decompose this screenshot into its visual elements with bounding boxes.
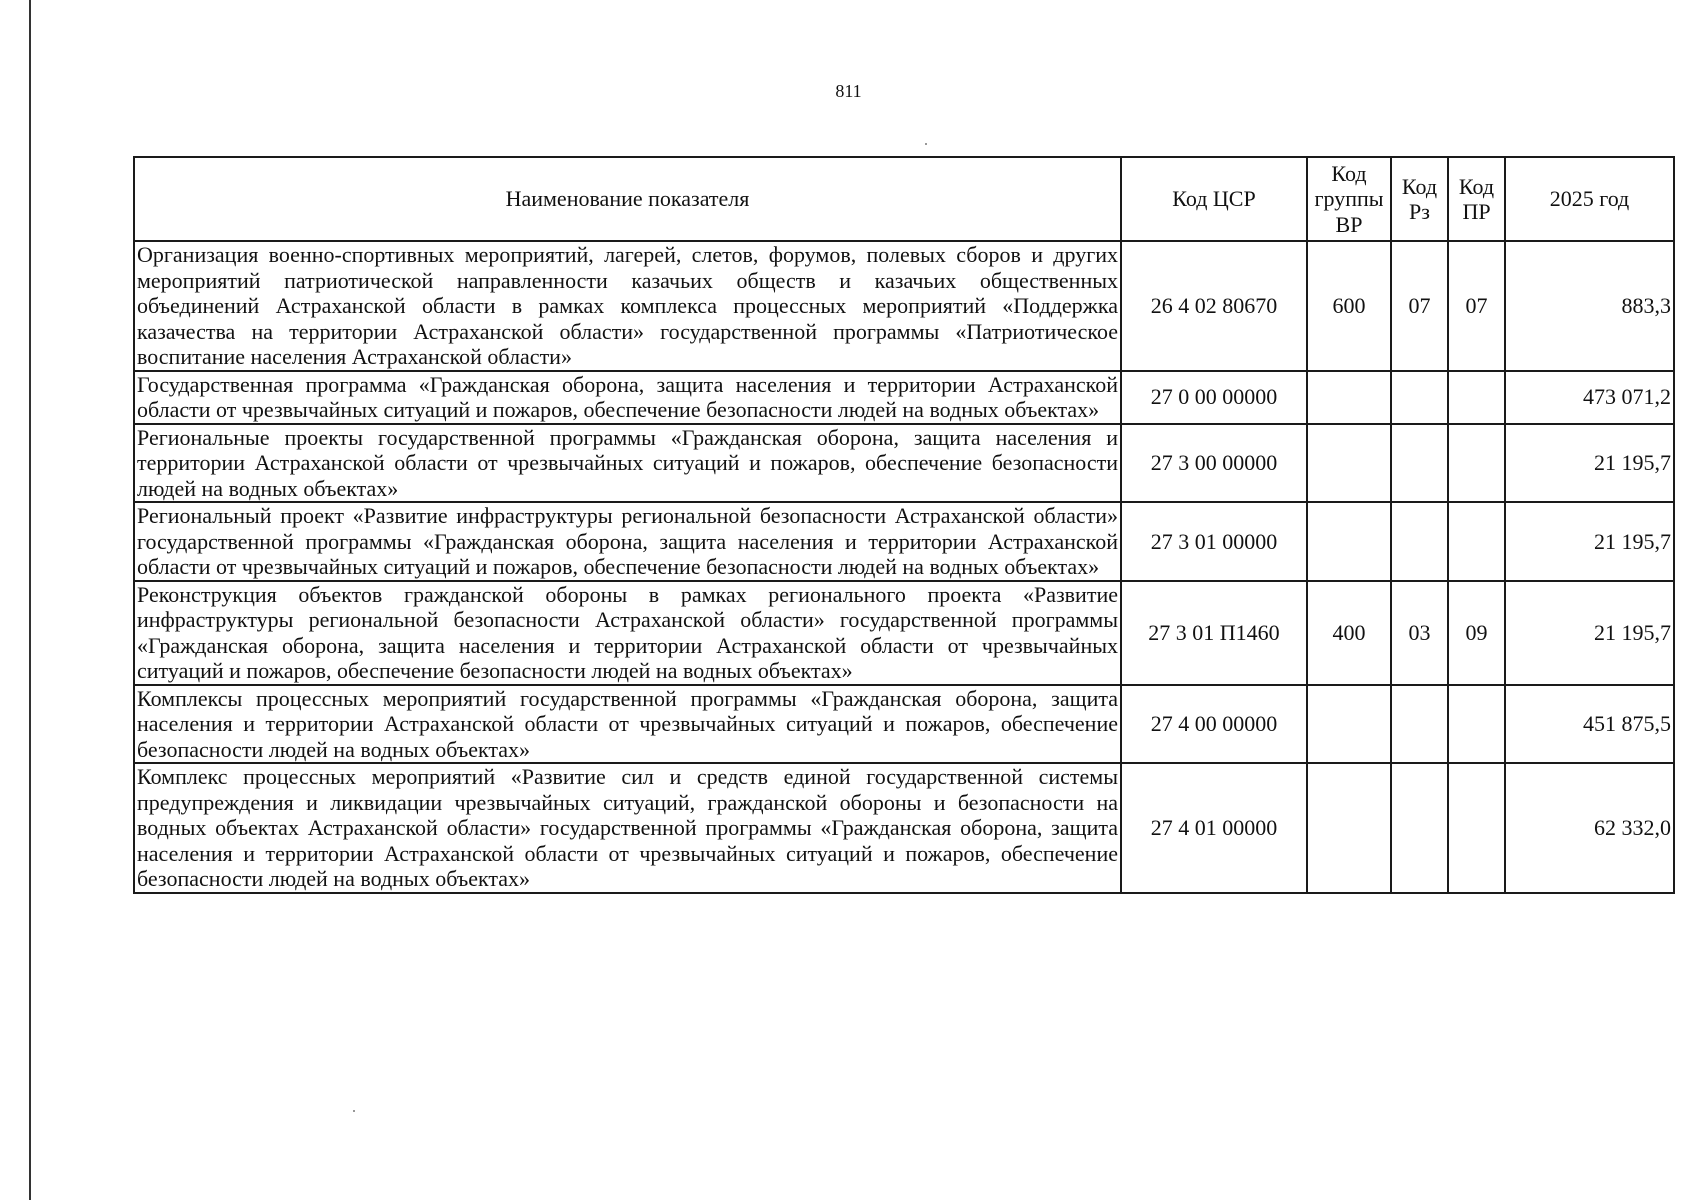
row-vr-code bbox=[1307, 502, 1391, 581]
scan-speck bbox=[925, 143, 927, 145]
table-row bbox=[134, 241, 1674, 371]
row-csr-code: 27 3 01 00000 bbox=[1121, 502, 1307, 581]
binding-margin-line bbox=[29, 0, 31, 1200]
table-row bbox=[134, 763, 1674, 893]
row-csr-code: 27 4 00 00000 bbox=[1121, 685, 1307, 764]
row-pr-code bbox=[1448, 502, 1505, 581]
row-vr-code bbox=[1307, 424, 1391, 503]
row-rz-code bbox=[1391, 685, 1448, 764]
row-rz-code bbox=[1391, 424, 1448, 503]
row-pr-code bbox=[1448, 763, 1505, 893]
row-value: 62 332,0 bbox=[1505, 763, 1674, 893]
row-name: Комплексы процессных мероприятий государственной программы «Гражданская оборона, защита населения и территории Астраханской области от чрезвычайных ситуаций и пожаров, обеспечение безопасности людей на водных объектах» bbox=[134, 685, 1121, 764]
row-vr-code: 600 bbox=[1307, 241, 1391, 371]
row-csr-code: 27 4 01 00000 bbox=[1121, 763, 1307, 893]
row-vr-code: 400 bbox=[1307, 581, 1391, 685]
row-vr-code bbox=[1307, 763, 1391, 893]
row-pr-code bbox=[1448, 424, 1505, 503]
header-pr-code: Код ПР bbox=[1448, 157, 1505, 241]
row-name: Государственная программа «Гражданская оборона, защита населения и территории Астраханской области от чрезвычайных ситуаций и пожаров, обеспечение безопасности людей на водных объектах» bbox=[134, 371, 1121, 424]
row-name: Региональные проекты государственной программы «Гражданская оборона, защита населения и территории Астраханской области от чрезвычайных ситуаций и пожаров, обеспечение безопасности людей на водных объектах» bbox=[134, 424, 1121, 503]
table-header-row bbox=[134, 157, 1674, 241]
header-year: 2025 год bbox=[1505, 157, 1674, 241]
row-pr-code bbox=[1448, 371, 1505, 424]
row-csr-code: 27 3 01 П1460 bbox=[1121, 581, 1307, 685]
table-row bbox=[134, 424, 1674, 503]
row-value: 21 195,7 bbox=[1505, 581, 1674, 685]
row-vr-code bbox=[1307, 371, 1391, 424]
row-rz-code bbox=[1391, 502, 1448, 581]
row-rz-code: 07 bbox=[1391, 241, 1448, 371]
row-rz-code bbox=[1391, 763, 1448, 893]
page-number: 811 bbox=[835, 81, 862, 101]
row-value: 21 195,7 bbox=[1505, 502, 1674, 581]
table-row bbox=[134, 685, 1674, 764]
table-row bbox=[134, 581, 1674, 685]
row-value: 883,3 bbox=[1505, 241, 1674, 371]
row-name: Региональный проект «Развитие инфраструктуры региональной безопасности Астраханской области» государственной программы «Гражданская оборона, защита населения и территории Астраханской области от чрезвычайных ситуаций и пожаров, обеспечение безопасности людей на водных объектах» bbox=[134, 502, 1121, 581]
table-row bbox=[134, 371, 1674, 424]
row-pr-code: 07 bbox=[1448, 241, 1505, 371]
row-csr-code: 26 4 02 80670 bbox=[1121, 241, 1307, 371]
header-csr-code: Код ЦСР bbox=[1121, 157, 1307, 241]
row-pr-code bbox=[1448, 685, 1505, 764]
row-value: 473 071,2 bbox=[1505, 371, 1674, 424]
row-name: Организация военно-спортивных мероприятий, лагерей, слетов, форумов, полевых сборов и других мероприятий патриотической направленности казачьих обществ и казачьих общественных объединений Астраханской области в рамках комплекса процессных мероприятий «Поддержка казачества на территории Астраханской области» государственной программы «Патриотическое воспитание населения Астраханской области» bbox=[134, 241, 1121, 371]
row-name: Комплекс процессных мероприятий «Развитие сил и средств единой государственной системы предупреждения и ликвидации чрезвычайных ситуаций, гражданской обороны и безопасности на водных объектах Астраханской области» государственной программы «Гражданская оборона, защита населения и территории Астраханской области от чрезвычайных ситуаций и пожаров, обеспечение безопасности людей на водных объектах» bbox=[134, 763, 1121, 893]
row-csr-code: 27 3 00 00000 bbox=[1121, 424, 1307, 503]
budget-table bbox=[133, 156, 1675, 894]
row-csr-code: 27 0 00 00000 bbox=[1121, 371, 1307, 424]
header-rz-code: Код Рз bbox=[1391, 157, 1448, 241]
row-rz-code bbox=[1391, 371, 1448, 424]
row-name: Реконструкция объектов гражданской обороны в рамках регионального проекта «Развитие инфраструктуры региональной безопасности Астраханской области» государственной программы «Гражданская оборона, защита населения и территории Астраханской области от чрезвычайных ситуаций и пожаров, обеспечение безопасности людей на водных объектах» bbox=[134, 581, 1121, 685]
row-value: 21 195,7 bbox=[1505, 424, 1674, 503]
header-vr-code: Код группы ВР bbox=[1307, 157, 1391, 241]
row-vr-code bbox=[1307, 685, 1391, 764]
table-row bbox=[134, 502, 1674, 581]
row-value: 451 875,5 bbox=[1505, 685, 1674, 764]
scan-speck bbox=[353, 1110, 355, 1112]
header-name: Наименование показателя bbox=[134, 157, 1121, 241]
row-pr-code: 09 bbox=[1448, 581, 1505, 685]
row-rz-code: 03 bbox=[1391, 581, 1448, 685]
